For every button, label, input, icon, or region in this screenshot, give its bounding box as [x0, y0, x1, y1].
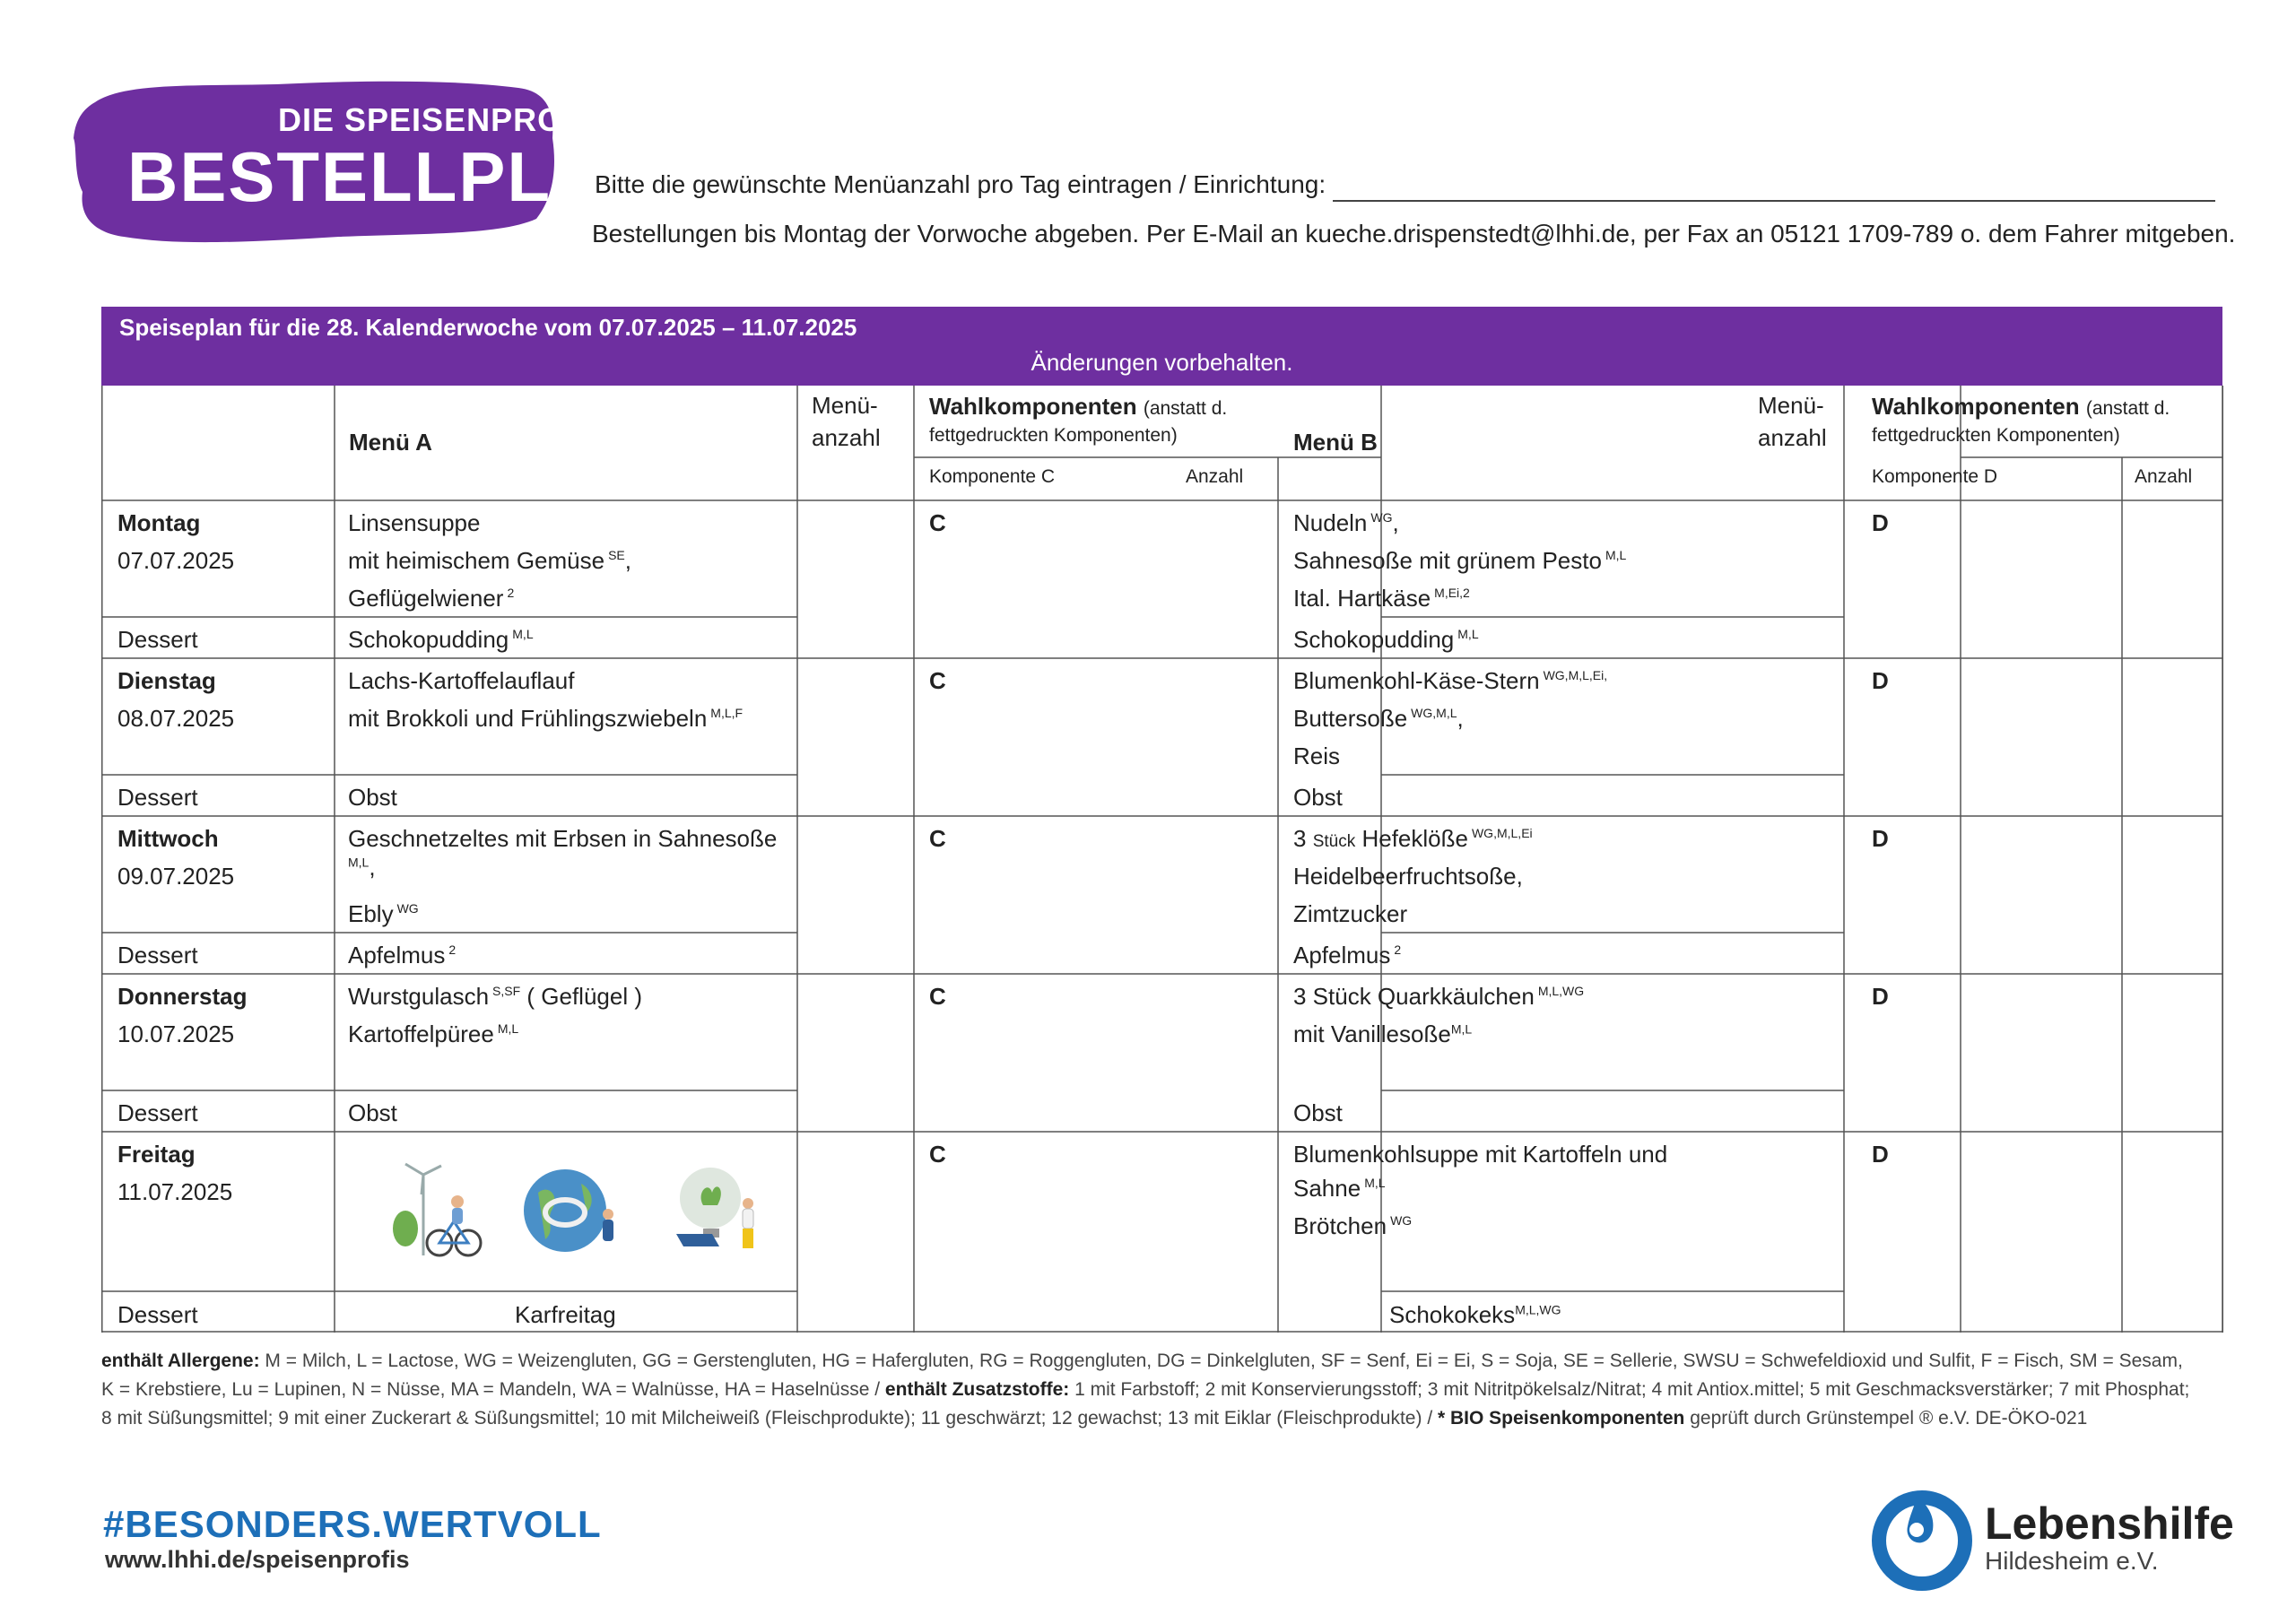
menu-a-item: mit Brokkoli und Frühlingszwiebeln $^{M,L,F}$ [348, 705, 744, 732]
lightbulb-solar-illustration [662, 1157, 770, 1260]
menu-b-item: 3 Stück Quarkkäulchen $^{M,L,WG}$ [1293, 983, 1585, 1010]
menu-a-dessert: Apfelmus $^2$ [348, 942, 457, 968]
menu-b-dessert: Obst [1293, 784, 1343, 811]
logo-subtitle: DIE SPEISENPROFIS [278, 101, 617, 138]
comp-c-cell[interactable]: C [929, 983, 946, 1010]
menu-a-count-header: Menü- anzahl [812, 392, 881, 451]
changes-note: Änderungen vorbehalten. [1031, 349, 1293, 376]
menu-b-item: mit Vanillesoße$^{M,L}$ [1293, 1020, 1473, 1047]
comp-c-cell[interactable]: C [929, 1141, 946, 1168]
menu-a-item: $^{M,L}$, [348, 854, 376, 881]
day-date: 09.07.2025 [117, 863, 235, 890]
menu-a-header: Menü A [349, 429, 432, 456]
comp-d-cell[interactable]: D [1872, 509, 1889, 536]
menu-a-dessert: Karfreitag [515, 1301, 616, 1328]
anzahl-d-header: Anzahl [2135, 466, 2193, 487]
menu-b-item: Buttersoße $^{WG,M,L}$, [1293, 705, 1464, 732]
menu-b-item: Sahnesoße mit grünem Pesto $^{M,L}$ [1293, 547, 1627, 574]
comp-d-cell[interactable]: D [1872, 1141, 1889, 1168]
website-link[interactable]: www.lhhi.de/speisenprofis [105, 1546, 410, 1573]
hashtag: #BESONDERS.WERTVOLL [103, 1503, 602, 1545]
menu-a-dessert: Obst [348, 784, 397, 811]
menu-a-item: Linsensuppe [348, 509, 481, 536]
menu-a-item: Kartoffelpüree $^{M,L}$ [348, 1020, 519, 1047]
comp-d-cell[interactable]: D [1872, 667, 1889, 694]
comp-c-cell[interactable]: C [929, 825, 946, 852]
facility-input-line[interactable] [1333, 200, 2215, 202]
day-date: 08.07.2025 [117, 705, 235, 732]
choice-a-note: fettgedruckten Komponenten) [929, 425, 1178, 446]
day-date: 11.07.2025 [117, 1178, 233, 1205]
day-name: Freitag [117, 1141, 196, 1168]
comp-d-cell[interactable]: D [1872, 825, 1889, 852]
comp-c-cell[interactable]: C [929, 667, 946, 694]
order-instruction: Bitte die gewünschte Menüanzahl pro Tag eintragen / Einrichtung: [595, 170, 1326, 198]
dessert-label: Dessert [117, 1301, 198, 1328]
allergen-legend: enthält Allergene: M = Milch, L = Lactose, WG = Weizengluten, GG = Gerstengluten, HG = Hafergluten, RG = Roggengluten, DG = Dinkelgluten, SF = Senf, Ei = Ei, S = Soja, SE = Sellerie, SWSU = Schwefeldioxid und Sulfit, F = Fisch, SM = Sesam, K = Krebstiere, Lu = Lupinen, N = Nüsse, MA = Mandeln, WA = Walnüsse, HA = Haselnüsse / enthält Zusatzstoffe: 1 mit Farbstoff; 2 mit Konservierungsstoff; 3 mit Nitritpökelsalz/Nitrat; 4 mit Antiox.mittel; 5 mit Geschmacksverstärker; 7 mit Phosphat; 8 mit Süßungsmittel; 9 mit einer Zuckerart & Süßungsmittel; 10 mit Milcheiweiß (Fleischprodukte); 11 geschwärzt; 12 gewachst; 13 mit Eiklar (Fleischprodukte) / * BIO Speisenkomponenten geprüft durch Grünstempel ® e.V. DE-ÖKO-021 [101, 1350, 2190, 1429]
menu-a-item: Lachs-Kartoffelauflauf [348, 667, 575, 694]
comp-c-cell[interactable]: C [929, 509, 946, 536]
menu-b-dessert: Schokokeks$^{M,L,WG}$ [1389, 1301, 1561, 1328]
week-title: Speiseplan für die 28. Kalenderwoche vom 07.07.2025 – 11.07.2025 [119, 314, 857, 341]
menu-a-dessert: Obst [348, 1099, 397, 1126]
dessert-label: Dessert [117, 1099, 198, 1126]
menu-b-item: Nudeln $^{WG}$, [1293, 509, 1399, 536]
choice-b-header: Wahlkomponenten (anstatt d. [1872, 393, 2170, 420]
menu-b-item: Heidelbeerfruchtsoße, [1293, 863, 1523, 890]
dessert-label: Dessert [117, 942, 198, 968]
day-name: Donnerstag [117, 983, 248, 1010]
menu-b-item: Blumenkohl-Käse-Stern $^{WG,M,L,Ei,}$ [1293, 667, 1608, 694]
day-date: 10.07.2025 [117, 1020, 235, 1047]
comp-c-header: Komponente C [929, 466, 1056, 487]
menu-b-dessert: Apfelmus $^2$ [1293, 942, 1402, 968]
menu-a-item: Geflügelwiener $^2$ [348, 585, 515, 612]
menu-b-item: Brötchen $^{WG}$ [1293, 1212, 1413, 1239]
day-name: Dienstag [117, 667, 216, 694]
menu-b-header: Menü B [1293, 429, 1378, 456]
menu-b-item: Reis [1293, 743, 1341, 769]
lebenshilfe-logo-icon [1870, 1485, 1978, 1591]
week-banner [101, 307, 2222, 386]
menu-a-dessert: Schokopudding $^{M,L}$ [348, 626, 534, 653]
comp-d-cell[interactable]: D [1872, 983, 1889, 1010]
menu-b-item: Sahne $^{M,L}$ [1293, 1175, 1386, 1202]
menu-b-item: Ital. Hartkäse $^{M,Ei,2}$ [1293, 585, 1470, 612]
menu-b-item: 3 Stück Hefeklöße $^{WG,M,L,Ei}$ [1293, 825, 1533, 852]
wind-bicycle-illustration [378, 1157, 486, 1260]
choice-a-header: Wahlkomponenten (anstatt d. [929, 393, 1228, 420]
dessert-label: Dessert [117, 784, 198, 811]
menu-b-dessert: Schokopudding $^{M,L}$ [1293, 626, 1479, 653]
choice-b-note: fettgedruckten Komponenten) [1872, 425, 2120, 446]
earth-recycle-illustration [518, 1157, 626, 1260]
menu-b-item: Zimtzucker [1293, 900, 1408, 927]
day-name: Montag [117, 509, 201, 536]
menu-a-item: Geschnetzeltes mit Erbsen in Sahnesoße [348, 825, 778, 852]
menu-a-item: mit heimischem Gemüse $^{SE}$, [348, 547, 631, 574]
logo-title: BESTELLPLAN [127, 137, 657, 216]
day-name: Mittwoch [117, 825, 219, 852]
order-deadline: Bestellungen bis Montag der Vorwoche abgeben. Per E-Mail an kueche.drispenstedt@lhhi.de, per Fax an 05121 1709-789 o. dem Fahrer mitgeben. [592, 220, 2236, 248]
menu-a-item: Ebly $^{WG}$ [348, 900, 419, 927]
menu-b-dessert: Obst [1293, 1099, 1343, 1126]
menu-a-item: Wurstgulasch $^{S,SF}$ ( Geflügel ) [348, 983, 642, 1010]
menu-b-count-header: Menü- anzahl [1758, 392, 1827, 451]
org-city: Hildesheim e.V. [1985, 1547, 2159, 1575]
day-date: 07.07.2025 [117, 547, 235, 574]
dessert-label: Dessert [117, 626, 198, 653]
menu-b-item: Blumenkohlsuppe mit Kartoffeln und [1293, 1141, 1668, 1168]
comp-d-header: Komponente D [1872, 466, 1998, 487]
anzahl-c-header: Anzahl [1186, 466, 1244, 487]
org-name: Lebenshilfe [1985, 1498, 2234, 1549]
